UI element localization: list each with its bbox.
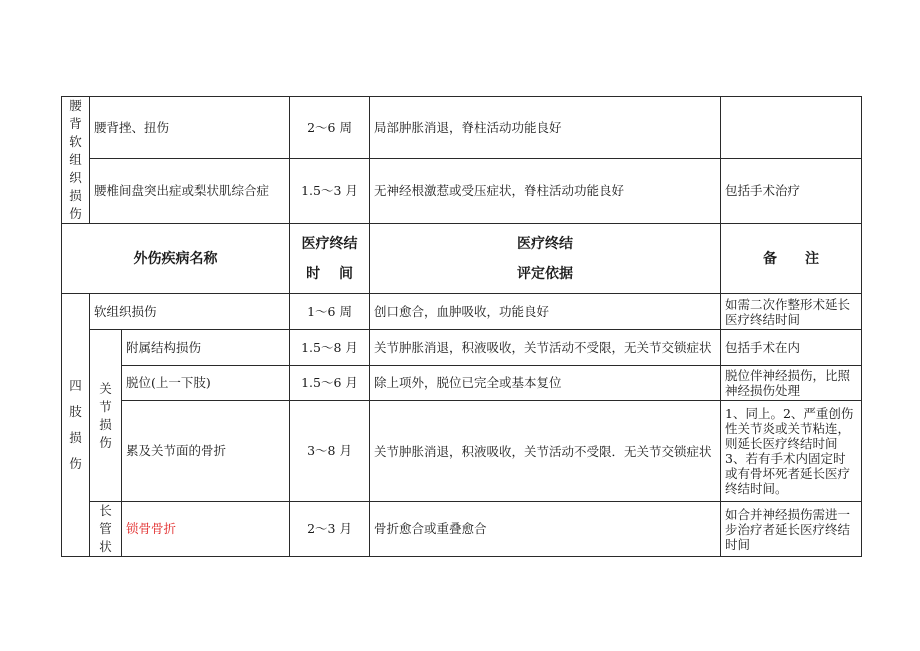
- injury-name: 腰椎间盘突出症或梨状肌综合症: [90, 159, 290, 224]
- criteria: 关节肿胀消退，积液吸收，关节活动不受限．无关节交锁症状: [370, 401, 721, 502]
- table-row: [62, 502, 862, 557]
- header-injury-name: 外伤疾病名称: [62, 224, 290, 294]
- note: 脱位伴神经损伤，比照神经损伤处理: [721, 366, 862, 401]
- header-duration: 医疗终结 时 间: [290, 224, 370, 294]
- table-row: [62, 97, 862, 159]
- duration: 1.5～6 月: [290, 366, 370, 401]
- note: 如需二次作整形术延长医疗终结时间: [721, 294, 862, 330]
- injury-name: 附属结构损伤: [122, 330, 290, 366]
- criteria: 创口愈合，血肿吸收，功能良好: [370, 294, 721, 330]
- criteria: 无神经根激惹或受压症状，脊柱活动功能良好: [370, 159, 721, 224]
- table-row: [62, 159, 862, 224]
- header-note: 备 注: [721, 224, 862, 294]
- injury-name: 锁骨骨折: [122, 502, 290, 557]
- criteria: 关节肿胀消退，积液吸收，关节活动不受限，无关节交锁症状: [370, 330, 721, 366]
- note: 如合并神经损伤需进一步治疗者延长医疗终结时间: [721, 502, 862, 557]
- criteria: 除上项外，脱位已完全或基本复位: [370, 366, 721, 401]
- note: 包括手术在内: [721, 330, 862, 366]
- criteria: 局部肿胀消退，脊柱活动功能良好: [370, 97, 721, 159]
- note: 1、同上。2、严重创伤性关节炎或关节粘连，则延长医疗终结时间 3、若有手术内固定时或有骨坏死者延长医疗终结时间。: [721, 401, 862, 502]
- group-cell-long-bone: 长 管 状: [90, 502, 122, 557]
- table-row: [62, 401, 862, 502]
- duration: 2～3 月: [290, 502, 370, 557]
- duration: 1～6 周: [290, 294, 370, 330]
- injury-name: 软组织损伤: [90, 294, 290, 330]
- duration: 1.5～3 月: [290, 159, 370, 224]
- header-criteria: 医疗终结 评定依据: [370, 224, 721, 294]
- injury-name: 腰背挫、扭伤: [90, 97, 290, 159]
- group-cell-joint: 关 节 损 伤: [90, 330, 122, 502]
- table-row: [62, 330, 862, 366]
- duration: 1.5～8 月: [290, 330, 370, 366]
- injury-name: 累及关节面的骨折: [122, 401, 290, 502]
- category-cell-lumbar: 腰 背 软 组 织 损 伤: [62, 97, 90, 224]
- criteria: 骨折愈合或重叠愈合: [370, 502, 721, 557]
- duration: 2～6 周: [290, 97, 370, 159]
- note: 包括手术治疗: [721, 159, 862, 224]
- injury-name: 脱位(上一下肢): [122, 366, 290, 401]
- medical-termination-table: [61, 96, 862, 557]
- duration: 3～8 月: [290, 401, 370, 502]
- table-row: [62, 366, 862, 401]
- category-cell-limb: 四 肢 损 伤: [62, 294, 90, 557]
- note: [721, 97, 862, 159]
- table-header-row: [62, 224, 862, 294]
- table-row: [62, 294, 862, 330]
